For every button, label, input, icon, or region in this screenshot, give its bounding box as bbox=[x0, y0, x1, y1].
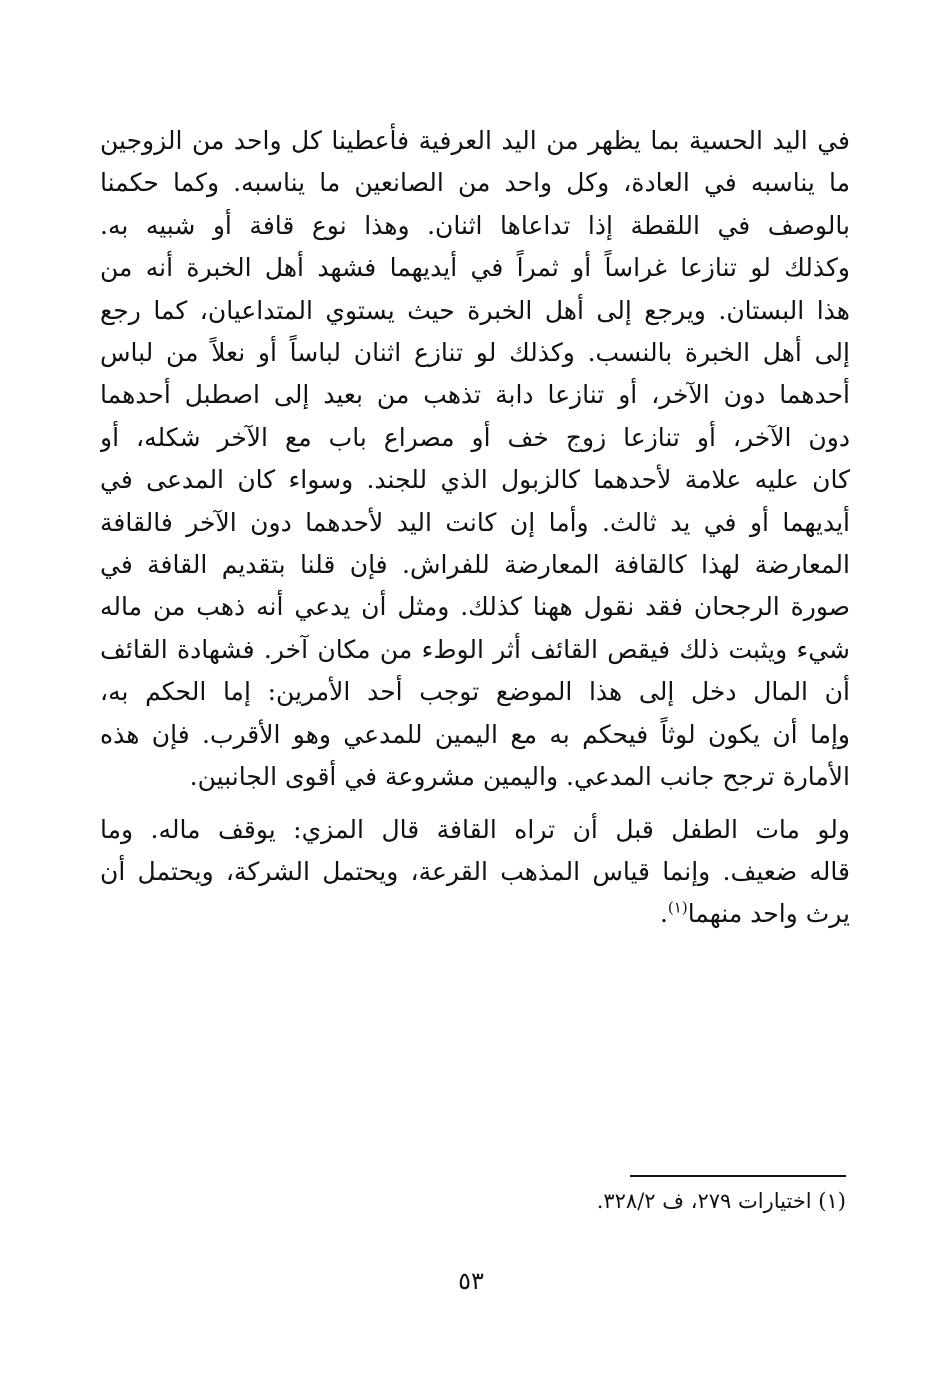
text-line: وكذلك لو تنازعا غراساً أو ثمراً في أيديهما فشهد أهل الخبرة أنه من bbox=[100, 253, 850, 283]
page-number: ٥٣ bbox=[458, 1267, 484, 1295]
text-line: المعارضة لهذا كالقافة المعارضة للفراش. فإن قلنا بتقديم القافة في bbox=[100, 550, 850, 580]
text-line: ما يناسبه في العادة، وكل واحد من الصانعين ما يناسبه. وكما حكمنا bbox=[100, 168, 850, 198]
footnote: (١) اختيارات ٢٧٩، ف ٣٢٨/٢. bbox=[596, 1189, 846, 1213]
text-line: هذا البستان. ويرجع إلى أهل الخبرة حيث يستوي المتداعيان، كما رجع bbox=[100, 295, 850, 325]
body-text bbox=[100, 120, 850, 936]
text-line: بالوصف في اللقطة إذا تداعاها اثنان. وهذا نوع قافة أو شبيه به. bbox=[100, 210, 850, 240]
footnote-separator bbox=[630, 1175, 846, 1177]
text-line: الأمارة ترجح جانب المدعي. واليمين مشروعة في أقوى الجانبين. bbox=[189, 762, 850, 792]
text-line: ولو مات الطفل قبل أن تراه القافة قال المزي: يوقف ماله. وما bbox=[100, 814, 850, 844]
paragraph-2 bbox=[100, 809, 850, 936]
text-fragment: يرث واحد منهما bbox=[687, 899, 850, 929]
text-line: دون الآخر، أو تنازعا زوج خف أو مصراع باب مع الآخر شكله، أو bbox=[100, 422, 850, 452]
text-line: وإما أن يكون لوثاً فيحكم به مع اليمين للمدعي وهو الأقرب. فإن هذه bbox=[100, 719, 850, 749]
text-line: صورة الرجحان فقد نقول ههنا كذلك. ومثل أن يدعي أنه ذهب من ماله bbox=[100, 592, 850, 622]
text-line: في اليد الحسية بما يظهر من اليد العرفية فأعطينا كل واحد من الزوجين bbox=[100, 126, 850, 155]
text-line: إلى أهل الخبرة بالنسب. وكذلك لو تنازع اثنان لباساً أو نعلاً من لباس bbox=[100, 338, 850, 368]
trailing-punctuation: . bbox=[659, 899, 668, 929]
text-line: قاله ضعيف. وإنما قياس المذهب القرعة، ويحتمل الشركة، ويحتمل أن bbox=[100, 856, 850, 886]
text-line: أيديهما أو في يد ثالث. وأما إن كانت اليد لأحدهما دون الآخر فالقافة bbox=[100, 507, 850, 537]
text-line-with-footnote bbox=[100, 893, 850, 935]
text-line: أحدهما دون الآخر، أو تنازعا دابة تذهب من بعيد إلى اصطبل أحدهما bbox=[100, 380, 850, 410]
text-line: أن المال دخل إلى هذا الموضع توجب أحد الأمرين: إما الحكم به، bbox=[100, 677, 850, 707]
text-line: شيء ويثبت ذلك فيقص القائف أثر الوطء من مكان آخر. فشهادة القائف bbox=[100, 634, 850, 664]
footnote-reference[interactable]: (١) bbox=[667, 898, 688, 917]
text-line: كان عليه علامة لأحدهما كالزبول الذي للجند. وسواء كان المدعى في bbox=[100, 465, 850, 495]
paragraph-1 bbox=[100, 120, 850, 799]
